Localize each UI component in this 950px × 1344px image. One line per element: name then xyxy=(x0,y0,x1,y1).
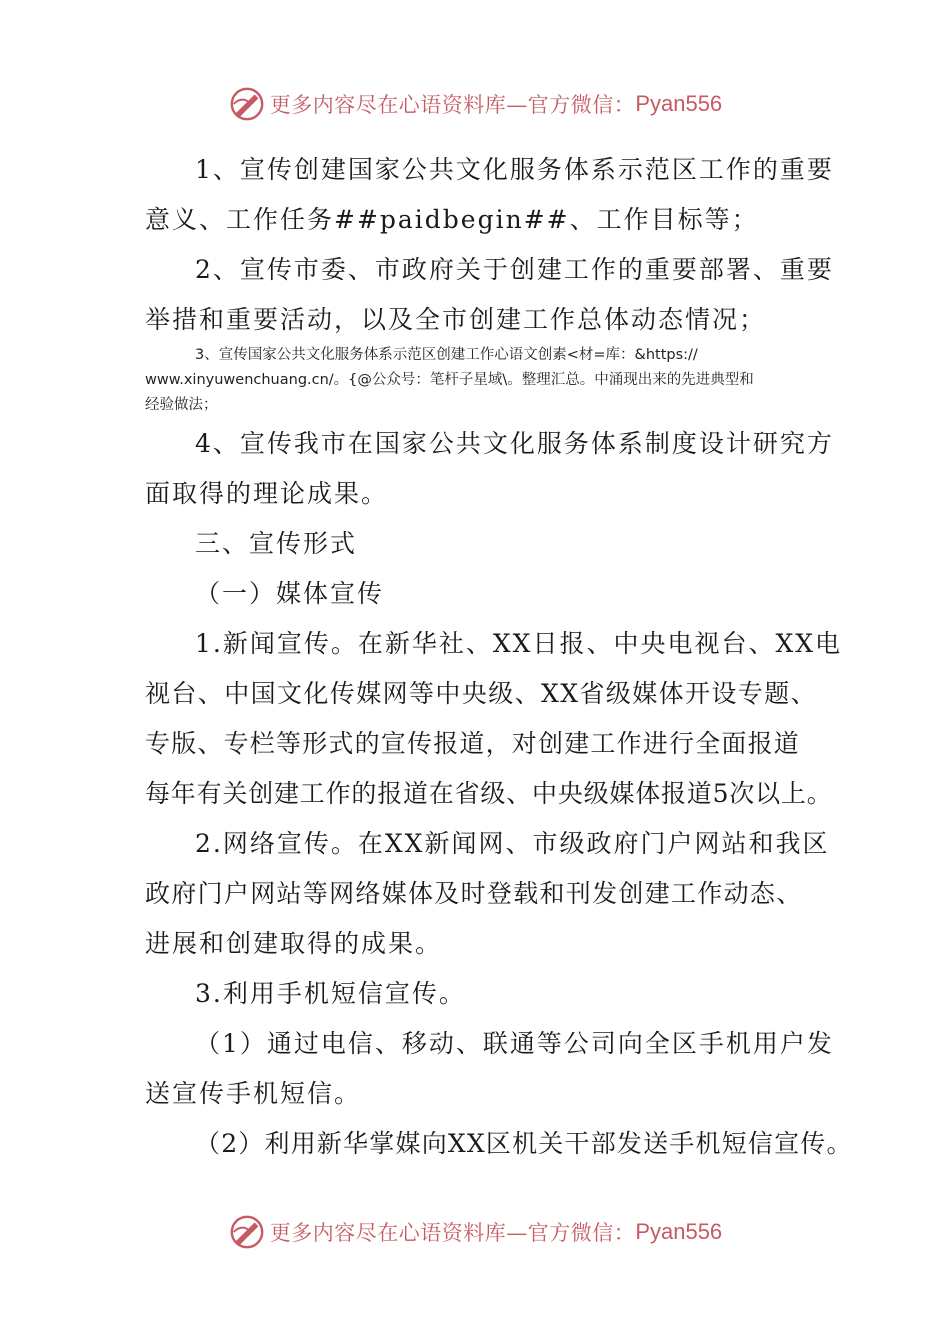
text-line: （1）通过电信、移动、联通等公司向全区手机用户发 xyxy=(195,1029,834,1058)
text-line: 政府门户网站等网络媒体及时登载和刊发创建工作动态、 xyxy=(145,879,803,908)
text-line: 3.利用手机短信宣传。 xyxy=(195,979,466,1008)
footer-banner xyxy=(0,1210,950,1254)
small-paragraph-line: 经验做法； xyxy=(145,397,218,413)
subsection-heading: （一）媒体宣传 xyxy=(195,579,385,608)
banner-wechat-id: Pyan556 xyxy=(635,91,723,116)
text-line: 每年有关创建工作的报道在省级、中央级媒体报道5次以上。 xyxy=(145,779,833,808)
banner-text: 更多内容尽在心语资料库—官方微信： xyxy=(269,1221,636,1245)
text-line: 1、宣传创建国家公共文化服务体系示范区工作的重要 xyxy=(195,155,834,184)
section-heading: 三、宣传形式 xyxy=(195,529,358,558)
text-line: 1.新闻宣传。在新华社、XX日报、中央电视台、XX电 xyxy=(195,629,843,658)
text-line: 2、宣传市委、市政府关于创建工作的重要部署、重要 xyxy=(195,255,834,284)
text-line: 视台、中国文化传媒网等中央级、XX省级媒体开设专题、 xyxy=(145,679,817,708)
pen-logo-icon xyxy=(228,85,266,123)
small-paragraph-line: 3、宣传国家公共文化服务体系示范区创建工作心语文创素<材=库：&https:// xyxy=(195,347,698,363)
banner-text: 更多内容尽在心语资料库—官方微信： xyxy=(269,93,636,117)
text-line: 专版、专栏等形式的宣传报道，对创建工作进行全面报道 xyxy=(145,729,801,758)
text-line: 2.网络宣传。在XX新闻网、市级政府门户网站和我区 xyxy=(195,829,830,858)
text-line: 4、宣传我市在国家公共文化服务体系制度设计研究方 xyxy=(195,429,834,458)
text-line: （2）利用新华掌媒向XX区机关干部发送手机短信宣传。 xyxy=(195,1129,853,1158)
text-line: 送宣传手机短信。 xyxy=(145,1079,362,1108)
banner-wechat-id: Pyan556 xyxy=(635,1219,723,1244)
text-line: 意义、工作任务##paidbegin##、工作目标等； xyxy=(145,205,759,234)
small-paragraph xyxy=(145,343,815,418)
header-banner xyxy=(0,82,950,126)
text-line: 面取得的理论成果。 xyxy=(145,479,389,508)
small-paragraph-line: www.xinyuwenchuang.cn/。{@公众号：笔杆子星域\。整理汇总。中涌现出来的先进典型和 xyxy=(145,372,754,388)
pen-logo-icon xyxy=(228,1213,266,1251)
text-line: 进展和创建取得的成果。 xyxy=(145,929,443,958)
text-line: 举措和重要活动，以及全市创建工作总体动态情况； xyxy=(145,305,767,334)
